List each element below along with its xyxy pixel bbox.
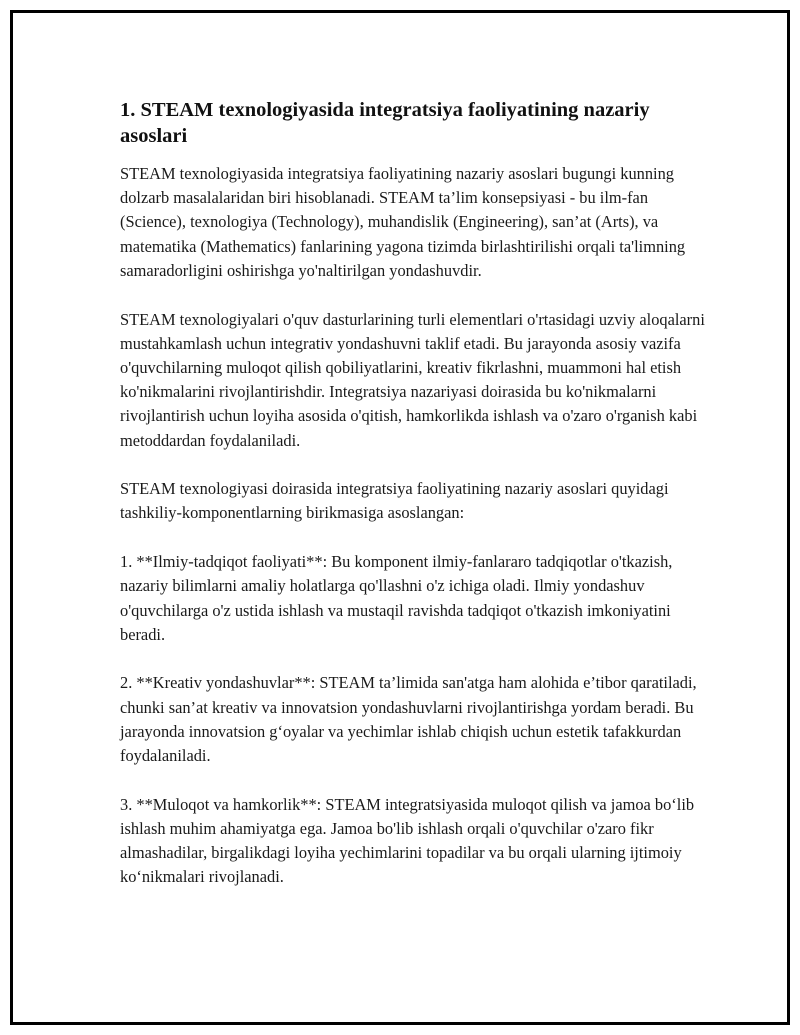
paragraph-intro: STEAM texnologiyasida integratsiya faoliyatining nazariy asoslari bugungi kunning dolzarb masalalaridan biri hisoblanadi. STEAM ta’lim konsepsiyasi - bu ilm-fan (Science), texnologiya (Technology), muhandislik (Engineering), san’at (Arts), va matematika (Mathematics) fanlarining yagona tizimda birlashtirilishi orqali ta'limning samaradorligini oshirishga yo'naltirilgan yondashuvdir. [120,164,686,280]
section-heading: 1. STEAM texnologiyasida integratsiya faoliyatining nazariy asoslari [120,99,650,147]
paragraph-components-intro: STEAM texnologiyasi doirasida integratsiya faoliyatining nazariy asoslari quyidagi tashkiliy-komponentlarning birikmasiga asoslangan: [120,479,669,523]
document-page [10,10,790,1025]
list-item-communication: 3. **Muloqot va hamkorlik**: STEAM integratsiyasida muloqot qilish va jamoa bo‘lib ishlash muhim ahamiyatga ega. Jamoa bo'lib ishlash orqali o'quvchilar o'zaro fikr almashadilar, birgalikdagi loyiha yechimlarini topadilar va bu orqali ularning ijtimoiy ko‘nikmalari rivojlanadi. [120,794,695,887]
list-item-creative: 2. **Kreativ yondashuvlar**: STEAM ta’limida san'atga ham alohida e’tibor qaratiladi, chunki san’at kreativ va innovatsion yondashuvlarni rivojlantirishga yordam beradi. Bu jarayonda innovatsion g‘oyalar va yechimlar ishlab chiqish uchun estetik tafakkurdan foydalaniladi. [120,673,697,766]
document-body [120,97,705,914]
paragraph-integrative-approach: STEAM texnologiyalari o'quv dasturlarining turli elementlari o'rtasidagi uzviy aloqalarni mustahkamlash uchun integrativ yondashuvni taklif etadi. Bu jarayonda asosiy vazifa o'quvchilarning muloqot qilish qobiliyatlarini, kreativ fikrlashni, muammoni hal etish ko'nikmalarini rivojlantirishdir. Integratsiya nazariyasi doirasida bu ko'nikmalarni rivojlantirish uchun loyiha asosida o'qitish, hamkorlikda ishlash va o'zaro o'rganish kabi metoddardan foydalaniladi. [120,309,705,450]
list-item-research: 1. **Ilmiy-tadqiqot faoliyati**: Bu komponent ilmiy-fanlararo tadqiqotlar o'tkazish, nazariy bilimlarni amaliy holatlarga qo'llashni o'z ichiga oladi. Ilmiy yondashuv o'quvchilarga o'z ustida ishlash va mustaqil ravishda tadqiqot o'tkazish imkoniyatini beradi. [120,552,673,644]
